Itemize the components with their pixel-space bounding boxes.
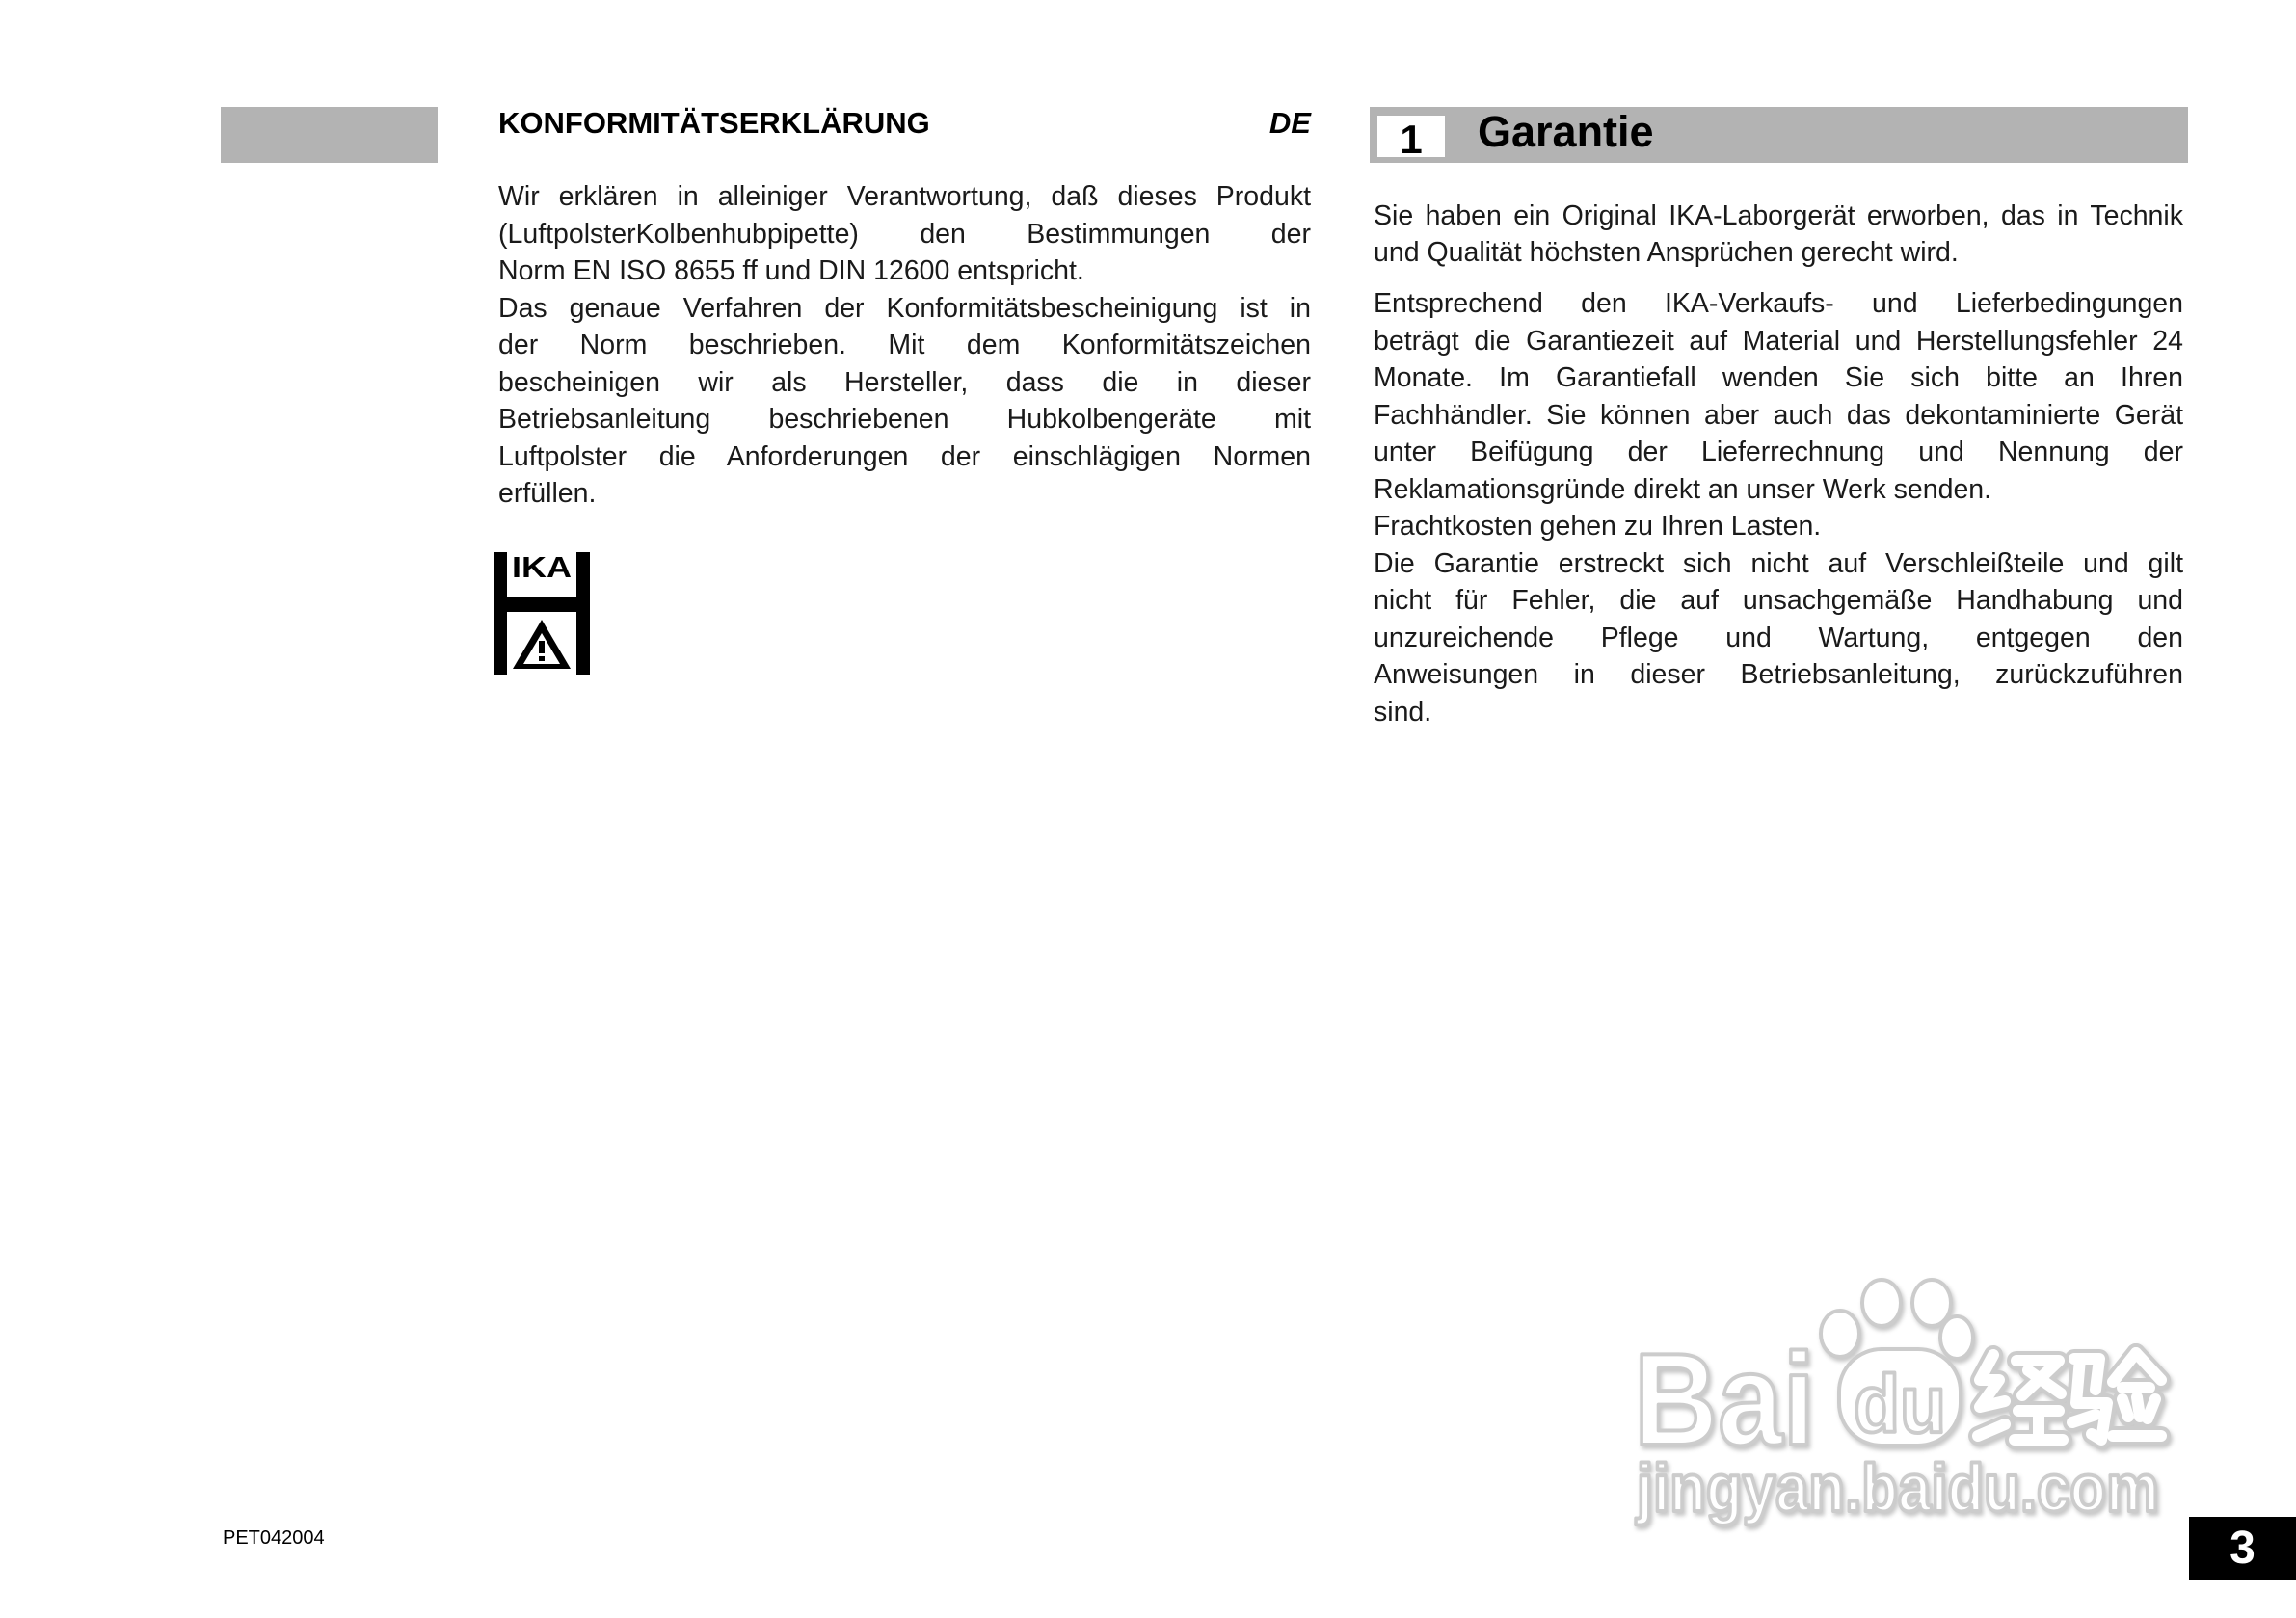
text-line: Sie haben ein Original IKA-Laborgerät erworben, das in Technik bbox=[1374, 199, 2183, 231]
text-line: unter Beifügung der Lieferrechnung und Nennung der bbox=[1374, 437, 2183, 467]
warranty-text bbox=[1374, 198, 2183, 731]
warranty-paragraph bbox=[1374, 508, 2183, 545]
text-line: Wir erklären in alleiniger Verantwortung, daß dieses Produkt bbox=[498, 181, 1311, 212]
conformity-title: KONFORMITÄTSERKLÄRUNG bbox=[498, 106, 930, 140]
text-line: der Norm beschrieben. Mit dem Konformitätszeichen bbox=[498, 330, 1311, 360]
text-line: Entsprechend den IKA-Verkaufs- und Lieferbedingungen bbox=[1374, 288, 2183, 319]
text-line: Norm EN ISO 8655 ff und DIN 12600 entspricht. bbox=[498, 255, 1084, 286]
conformity-paragraph bbox=[498, 290, 1311, 513]
mark-right-bar bbox=[576, 552, 590, 675]
warranty-header-bar bbox=[1370, 107, 2188, 163]
warranty-paragraph bbox=[1374, 285, 2183, 508]
text-line: Frachtkosten gehen zu Ihren Lasten. bbox=[1374, 511, 1822, 542]
baidu-jingyan-watermark bbox=[1629, 1270, 2175, 1532]
text-line: beträgt die Garantiezeit auf Material und Herstellungsfehler 24 bbox=[1374, 325, 2183, 357]
mark-crossbar bbox=[494, 597, 590, 612]
warranty-paragraph bbox=[1374, 545, 2183, 731]
warranty-title: Garantie bbox=[1478, 107, 1654, 156]
conformity-text bbox=[498, 178, 1311, 513]
text-line: nicht für Fehler, die auf unsachgemäße Handhabung und bbox=[1374, 585, 2183, 616]
document-code: PET042004 bbox=[223, 1527, 325, 1549]
text-line: bescheinigen wir als Hersteller, dass die in dieser bbox=[498, 366, 1311, 398]
language-code: DE bbox=[1268, 106, 1311, 140]
watermark-url: jingyan.baidu.com bbox=[1635, 1450, 2159, 1525]
text-line: Anweisungen in dieser Betriebsanleitung, zurückzuführen bbox=[1374, 659, 2183, 690]
conformity-header bbox=[498, 108, 1311, 138]
ika-logo-text: IKA bbox=[512, 552, 572, 584]
page-number: 3 bbox=[2189, 1517, 2296, 1580]
warning-triangle-icon bbox=[513, 620, 571, 669]
text-line: und Qualität höchsten Ansprüchen gerecht wird. bbox=[1374, 237, 1959, 268]
mark-left-bar bbox=[494, 552, 507, 675]
text-line: sind. bbox=[1374, 696, 1432, 728]
text-line: Die Garantie erstreckt sich nicht auf Verschleißteile und gilt bbox=[1374, 547, 2183, 579]
watermark-brand-left: Bai bbox=[1634, 1326, 1815, 1472]
watermark-suffix-lettering bbox=[1978, 1353, 2161, 1440]
section-marker-bar bbox=[221, 107, 438, 163]
text-line: Monate. Im Garantiefall wenden Sie sich bitte an Ihren bbox=[1374, 362, 2183, 393]
text-line: Reklamationsgründe direkt an unser Werk senden. bbox=[1374, 473, 1992, 505]
text-line: unzureichende Pflege und Wartung, entgegen den bbox=[1374, 622, 2183, 653]
watermark-brand-right: du bbox=[1854, 1359, 1946, 1449]
text-line: (LuftpolsterKolbenhubpipette) den Bestimmungen der bbox=[498, 218, 1311, 250]
ika-conformity-mark bbox=[494, 552, 590, 675]
text-line: Luftpolster die Anforderungen der einschlägigen Normen bbox=[498, 440, 1311, 472]
text-line: Das genaue Verfahren der Konformitätsbescheinigung ist in bbox=[498, 292, 1311, 324]
warranty-paragraph bbox=[1374, 198, 2183, 272]
text-line: Betriebsanleitung beschriebenen Hubkolbengeräte mit bbox=[498, 404, 1311, 435]
conformity-paragraph bbox=[498, 178, 1311, 290]
text-line: Fachhändler. Sie können aber auch das dekontaminierte Gerät bbox=[1374, 399, 2183, 431]
section-number-box: 1 bbox=[1377, 116, 1445, 157]
text-line: erfüllen. bbox=[498, 478, 597, 509]
